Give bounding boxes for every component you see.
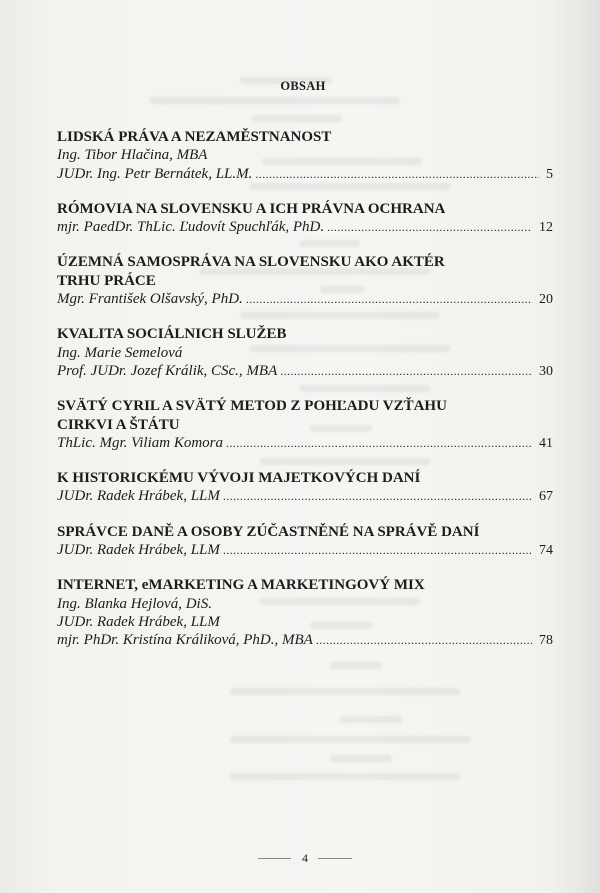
- entry-author: JUDr. Radek Hrábek, LLM: [57, 488, 220, 505]
- dot-leader: [226, 434, 532, 452]
- footer-rule-right: [318, 858, 352, 859]
- footer-rule-left: [258, 858, 291, 859]
- entry-title: ÚZEMNÁ SAMOSPRÁVA NA SLOVENSKU AKO AKTÉR: [57, 254, 445, 271]
- entry-page-number: 78: [539, 633, 553, 649]
- show-through-mark: [340, 716, 402, 723]
- entry-author-row: [57, 362, 553, 380]
- entry-author: mjr. PhDr. Kristína Králiková, PhD., MBA: [57, 632, 313, 649]
- toc-entry: [57, 523, 553, 560]
- show-through-mark: [230, 773, 460, 780]
- entry-author: Ing. Blanka Hejlová, DiS.: [57, 595, 212, 612]
- entry-title-continued: CIRKVI A ŠTÁTU: [57, 416, 180, 433]
- entry-author: mjr. PaedDr. ThLic. Ľudovít Spuchľák, PhD.: [57, 219, 325, 236]
- toc-entry: [57, 325, 553, 380]
- dot-leader: [246, 290, 532, 308]
- dot-leader: [280, 362, 532, 380]
- entry-title: K HISTORICKÉMU VÝVOJI MAJETKOVÝCH DANÍ: [57, 470, 421, 487]
- dot-leader: [255, 165, 539, 183]
- entry-page-number: 30: [539, 363, 553, 379]
- entry-author-row: [57, 218, 553, 236]
- toc-entry: [57, 128, 553, 183]
- entry-title: LIDSKÁ PRÁVA A NEZAMĚSTNANOST: [57, 129, 332, 145]
- entry-author: JUDr. Ing. Petr Bernátek, LL.M.: [57, 165, 253, 182]
- entry-title: SPRÁVCE DANĚ A OSOBY ZÚČASTNĚNÉ NA SPRÁVĚ DANÍ: [57, 523, 480, 540]
- entry-author-row: [57, 165, 553, 183]
- entry-page-number: 12: [539, 220, 553, 236]
- page-number: 4: [302, 851, 308, 865]
- entry-page-number: 41: [539, 435, 553, 451]
- entry-page-number: 67: [539, 489, 553, 505]
- entry-author: JUDr. Radek Hrábek, LLM: [57, 613, 220, 630]
- table-of-contents: [57, 128, 553, 667]
- show-through-mark: [150, 97, 400, 104]
- entry-page-number: 5: [546, 166, 553, 182]
- entry-author: JUDr. Radek Hrábek, LLM: [57, 542, 220, 559]
- dot-leader: [223, 487, 532, 505]
- entry-author-row: [57, 487, 553, 505]
- entry-author: Mgr. František Olšavský, PhD.: [57, 291, 243, 308]
- show-through-mark: [252, 115, 342, 122]
- entry-author: Ing. Marie Semelová: [57, 344, 183, 361]
- entry-author: Ing. Tibor Hlačina, MBA: [57, 147, 208, 164]
- dot-leader: [223, 541, 532, 559]
- entry-author-row: [57, 434, 553, 452]
- toc-entry: [57, 200, 553, 237]
- entry-title: INTERNET, eMARKETING A MARKETINGOVÝ MIX: [57, 577, 425, 594]
- entry-author: ThLic. Mgr. Viliam Komora: [57, 434, 223, 451]
- toc-entry: [57, 397, 553, 452]
- entry-author-row: [57, 290, 553, 308]
- entry-page-number: 20: [539, 292, 553, 308]
- toc-entry: [57, 469, 553, 506]
- dot-leader: [327, 218, 532, 236]
- show-through-mark: [230, 688, 460, 695]
- entry-title: SVÄTÝ CYRIL A SVÄTÝ METOD Z POHĽADU VZŤAHU: [57, 398, 447, 415]
- toc-entry: [57, 576, 553, 649]
- entry-title-continued: TRHU PRÁCE: [57, 272, 156, 289]
- dot-leader: [316, 631, 532, 649]
- page-title: OBSAH: [280, 79, 326, 93]
- entry-author-row: [57, 541, 553, 559]
- show-through-mark: [330, 755, 392, 762]
- toc-entry: [57, 253, 553, 308]
- entry-title: RÓMOVIA NA SLOVENSKU A ICH PRÁVNA OCHRANA: [57, 200, 446, 217]
- show-through-mark: [230, 736, 470, 743]
- entry-author-row: [57, 631, 553, 649]
- entry-title: KVALITA SOCIÁLNICH SLUŽEB: [57, 326, 287, 343]
- entry-page-number: 74: [539, 543, 553, 559]
- entry-author: Prof. JUDr. Jozef Králik, CSc., MBA: [57, 362, 278, 379]
